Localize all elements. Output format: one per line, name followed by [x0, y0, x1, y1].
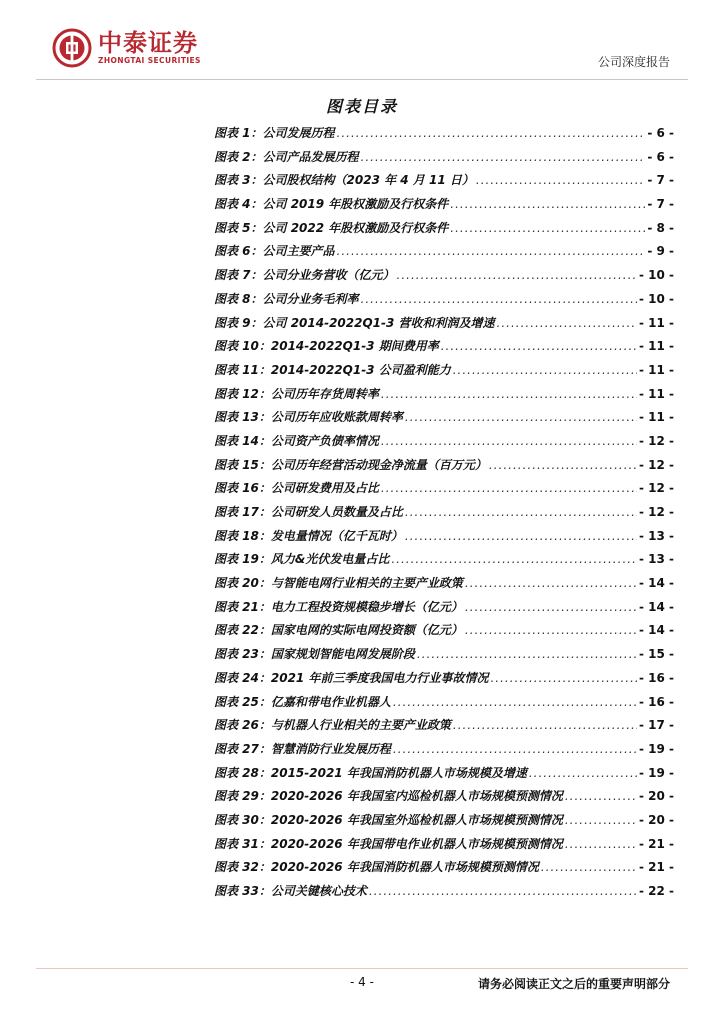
toc-leader-dots: [361, 150, 646, 164]
toc-entry-label: 图表 9：公司 2014-2022Q1-3 营收和利润及增速: [214, 315, 495, 330]
toc-entry[interactable]: [214, 835, 674, 859]
toc-entry-label: 图表 20：与智能电网行业相关的主要产业政策: [214, 576, 463, 591]
toc-entry-label: 图表 26：与机器人行业相关的主要产业政策: [214, 718, 451, 733]
toc-entry[interactable]: [214, 242, 674, 266]
toc-entry-page: - 11 -: [638, 315, 674, 330]
toc-leader-dots: [417, 647, 637, 661]
toc-entry-label: 图表 6：公司主要产品: [214, 244, 335, 259]
toc-entry-page: - 7 -: [647, 173, 674, 188]
toc-list: [214, 124, 674, 906]
toc-leader-dots: [489, 458, 637, 472]
toc-entry-label: 图表 15：公司历年经营活动现金净流量（百万元）: [214, 457, 487, 472]
toc-leader-dots: [453, 718, 637, 732]
toc-entry[interactable]: [214, 858, 674, 882]
toc-entry-label: 图表 5：公司 2022 年股权激励及行权条件: [214, 220, 449, 235]
toc-leader-dots: [565, 813, 637, 827]
toc-entry[interactable]: [214, 479, 674, 503]
toc-entry-page: - 13 -: [638, 528, 674, 543]
toc-entry[interactable]: [214, 266, 674, 290]
toc-entry[interactable]: [214, 432, 674, 456]
toc-leader-dots: [391, 552, 637, 566]
toc-entry-page: - 9 -: [647, 244, 674, 259]
toc-entry[interactable]: [214, 669, 674, 693]
toc-leader-dots: [381, 387, 637, 401]
toc-entry[interactable]: [214, 621, 674, 645]
toc-leader-dots: [490, 671, 637, 685]
toc-entry[interactable]: [214, 171, 674, 195]
toc-entry[interactable]: [214, 361, 674, 385]
brand-name-en: ZHONGTAI SECURITIES: [98, 56, 201, 65]
toc-entry-label: 图表 7：公司分业务营收（亿元）: [214, 268, 395, 283]
toc-entry[interactable]: [214, 148, 674, 172]
toc-entry-label: 图表 32：2020-2026 年我国消防机器人市场规模预测情况: [214, 860, 539, 875]
toc-entry-label: 图表 29：2020-2026 年我国室内巡检机器人市场规模预测情况: [214, 789, 563, 804]
toc-entry[interactable]: [214, 716, 674, 740]
page-header: [0, 0, 724, 82]
toc-leader-dots: [393, 695, 637, 709]
toc-leader-dots: [453, 363, 637, 377]
toc-entry-page: - 14 -: [638, 576, 674, 591]
toc-title: 图表目录: [325, 97, 398, 116]
toc-entry[interactable]: [214, 408, 674, 432]
toc-entry-label: 图表 10：2014-2022Q1-3 期间费用率: [214, 339, 439, 354]
toc-entry-page: - 20 -: [638, 789, 674, 804]
toc-leader-dots: [565, 789, 637, 803]
zhongtai-logo-icon: [52, 28, 92, 68]
toc-entry-page: - 15 -: [638, 647, 674, 662]
toc-entry-label: 图表 30：2020-2026 年我国室外巡检机器人市场规模预测情况: [214, 812, 563, 827]
toc-entry[interactable]: [214, 550, 674, 574]
toc-entry-page: - 21 -: [638, 860, 674, 875]
toc-entry-page: - 17 -: [638, 718, 674, 733]
toc-entry-label: 图表 1：公司发展历程: [214, 126, 335, 140]
toc-entry[interactable]: [214, 503, 674, 527]
toc-entry-label: 图表 23：国家规划智能电网发展阶段: [214, 647, 415, 662]
toc-entry-label: 图表 4：公司 2019 年股权激励及行权条件: [214, 197, 449, 212]
brand-name-cn: 中泰证券: [98, 29, 198, 57]
toc-leader-dots: [337, 244, 646, 258]
toc-entry-label: 图表 28：2015-2021 年我国消防机器人市场规模及增速: [214, 765, 527, 780]
toc-entry-page: - 8 -: [647, 220, 674, 235]
toc-entry[interactable]: [214, 764, 674, 788]
company-logo: [52, 28, 201, 68]
toc-entry-label: 图表 27：智慧消防行业发展历程: [214, 741, 391, 756]
toc-entry-page: - 11 -: [638, 386, 674, 401]
toc-entry-label: 图表 17：公司研发人员数量及占比: [214, 505, 403, 519]
toc-entry-label: 图表 33：公司关键核心技术: [214, 884, 367, 898]
toc-leader-dots: [381, 434, 637, 448]
toc-leader-dots: [369, 884, 637, 898]
page-number: - 4 -: [350, 975, 374, 989]
toc-entry-page: - 12 -: [638, 433, 674, 448]
toc-entry-label: 图表 25：亿嘉和带电作业机器人: [214, 694, 391, 709]
toc-leader-dots: [529, 766, 637, 780]
toc-leader-dots: [565, 837, 637, 851]
toc-entry[interactable]: [214, 456, 674, 480]
toc-entry[interactable]: [214, 787, 674, 811]
toc-entry[interactable]: [214, 574, 674, 598]
toc-entry-label: 图表 11：2014-2022Q1-3 公司盈利能力: [214, 362, 451, 377]
toc-entry-page: - 20 -: [638, 812, 674, 827]
toc-entry-label: 图表 12：公司历年存货周转率: [214, 386, 379, 401]
toc-entry-label: 图表 19：风力&光伏发电量占比: [214, 552, 390, 567]
toc-entry-label: 图表 3：公司股权结构（2023 年 4 月 11 日）: [214, 173, 474, 188]
toc-entry-page: - 11 -: [638, 362, 674, 377]
header-divider: [36, 79, 688, 80]
toc-entry-page: - 6 -: [647, 149, 674, 164]
toc-entry[interactable]: [214, 882, 674, 906]
toc-entry-label: 图表 14：公司资产负债率情况: [214, 433, 379, 448]
toc-entry-label: 图表 2：公司产品发展历程: [214, 149, 359, 164]
toc-entry-page: - 12 -: [638, 457, 674, 472]
toc-entry-page: - 21 -: [638, 836, 674, 851]
toc-entry[interactable]: [214, 290, 674, 314]
toc-entry-page: - 22 -: [638, 884, 674, 898]
toc-entry[interactable]: [214, 811, 674, 835]
toc-entry-label: 图表 21：电力工程投资规模稳步增长（亿元）: [214, 599, 463, 614]
toc-leader-dots: [381, 481, 637, 495]
toc-leader-dots: [497, 316, 637, 330]
toc-entry[interactable]: [214, 527, 674, 551]
toc-leader-dots: [450, 221, 645, 235]
toc-entry-label: 图表 8：公司分业务毛利率: [214, 291, 359, 306]
toc-entry-page: - 10 -: [638, 291, 674, 306]
toc-entry[interactable]: [214, 385, 674, 409]
toc-entry-page: - 13 -: [638, 552, 674, 567]
toc-entry[interactable]: [214, 645, 674, 669]
toc-entry-page: - 10 -: [638, 268, 674, 283]
toc-entry-page: - 14 -: [638, 623, 674, 638]
toc-entry-page: - 12 -: [638, 481, 674, 496]
toc-entry-label: 图表 18：发电量情况（亿千瓦时）: [214, 528, 403, 543]
toc-leader-dots: [465, 600, 637, 614]
toc-leader-dots: [476, 173, 645, 187]
toc-entry-label: 图表 22：国家电网的实际电网投资额（亿元）: [214, 623, 463, 638]
toc-entry-page: - 14 -: [638, 599, 674, 614]
toc-entry-page: - 11 -: [638, 339, 674, 354]
toc-entry-page: - 6 -: [647, 126, 674, 140]
toc-entry[interactable]: [214, 740, 674, 764]
toc-entry[interactable]: [214, 124, 674, 148]
toc-entry-label: 图表 31：2020-2026 年我国带电作业机器人市场规模预测情况: [214, 836, 563, 851]
report-type-label: 公司深度报告: [597, 55, 670, 69]
toc-entry[interactable]: [214, 195, 674, 219]
toc-entry[interactable]: [214, 598, 674, 622]
toc-entry[interactable]: [214, 337, 674, 361]
toc-entry-label: 图表 24：2021 年前三季度我国电力行业事故情况: [214, 670, 489, 685]
toc-leader-dots: [393, 742, 637, 756]
toc-leader-dots: [405, 410, 637, 424]
toc-entry-label: 图表 13：公司历年应收账款周转率: [214, 410, 403, 425]
toc-leader-dots: [405, 529, 637, 543]
toc-leader-dots: [541, 860, 637, 874]
toc-entry-page: - 19 -: [638, 765, 674, 780]
toc-leader-dots: [465, 623, 637, 637]
toc-entry-page: - 11 -: [638, 410, 674, 425]
toc-entry-page: - 19 -: [638, 741, 674, 756]
toc-leader-dots: [337, 126, 646, 140]
toc-leader-dots: [405, 505, 637, 519]
disclaimer-text: 请务必阅读正文之后的重要声明部分: [477, 977, 670, 991]
toc-entry[interactable]: [214, 219, 674, 243]
toc-entry[interactable]: [214, 693, 674, 717]
footer-divider: [36, 968, 688, 969]
toc-entry-page: - 16 -: [638, 670, 674, 685]
toc-entry[interactable]: [214, 314, 674, 338]
toc-leader-dots: [397, 268, 637, 282]
toc-entry-page: - 12 -: [638, 505, 674, 519]
toc-entry-page: - 16 -: [638, 694, 674, 709]
toc-leader-dots: [450, 197, 645, 211]
toc-leader-dots: [361, 292, 637, 306]
toc-leader-dots: [441, 339, 637, 353]
toc-leader-dots: [465, 576, 637, 590]
toc-entry-label: 图表 16：公司研发费用及占比: [214, 481, 379, 496]
toc-entry-page: - 7 -: [647, 197, 674, 212]
